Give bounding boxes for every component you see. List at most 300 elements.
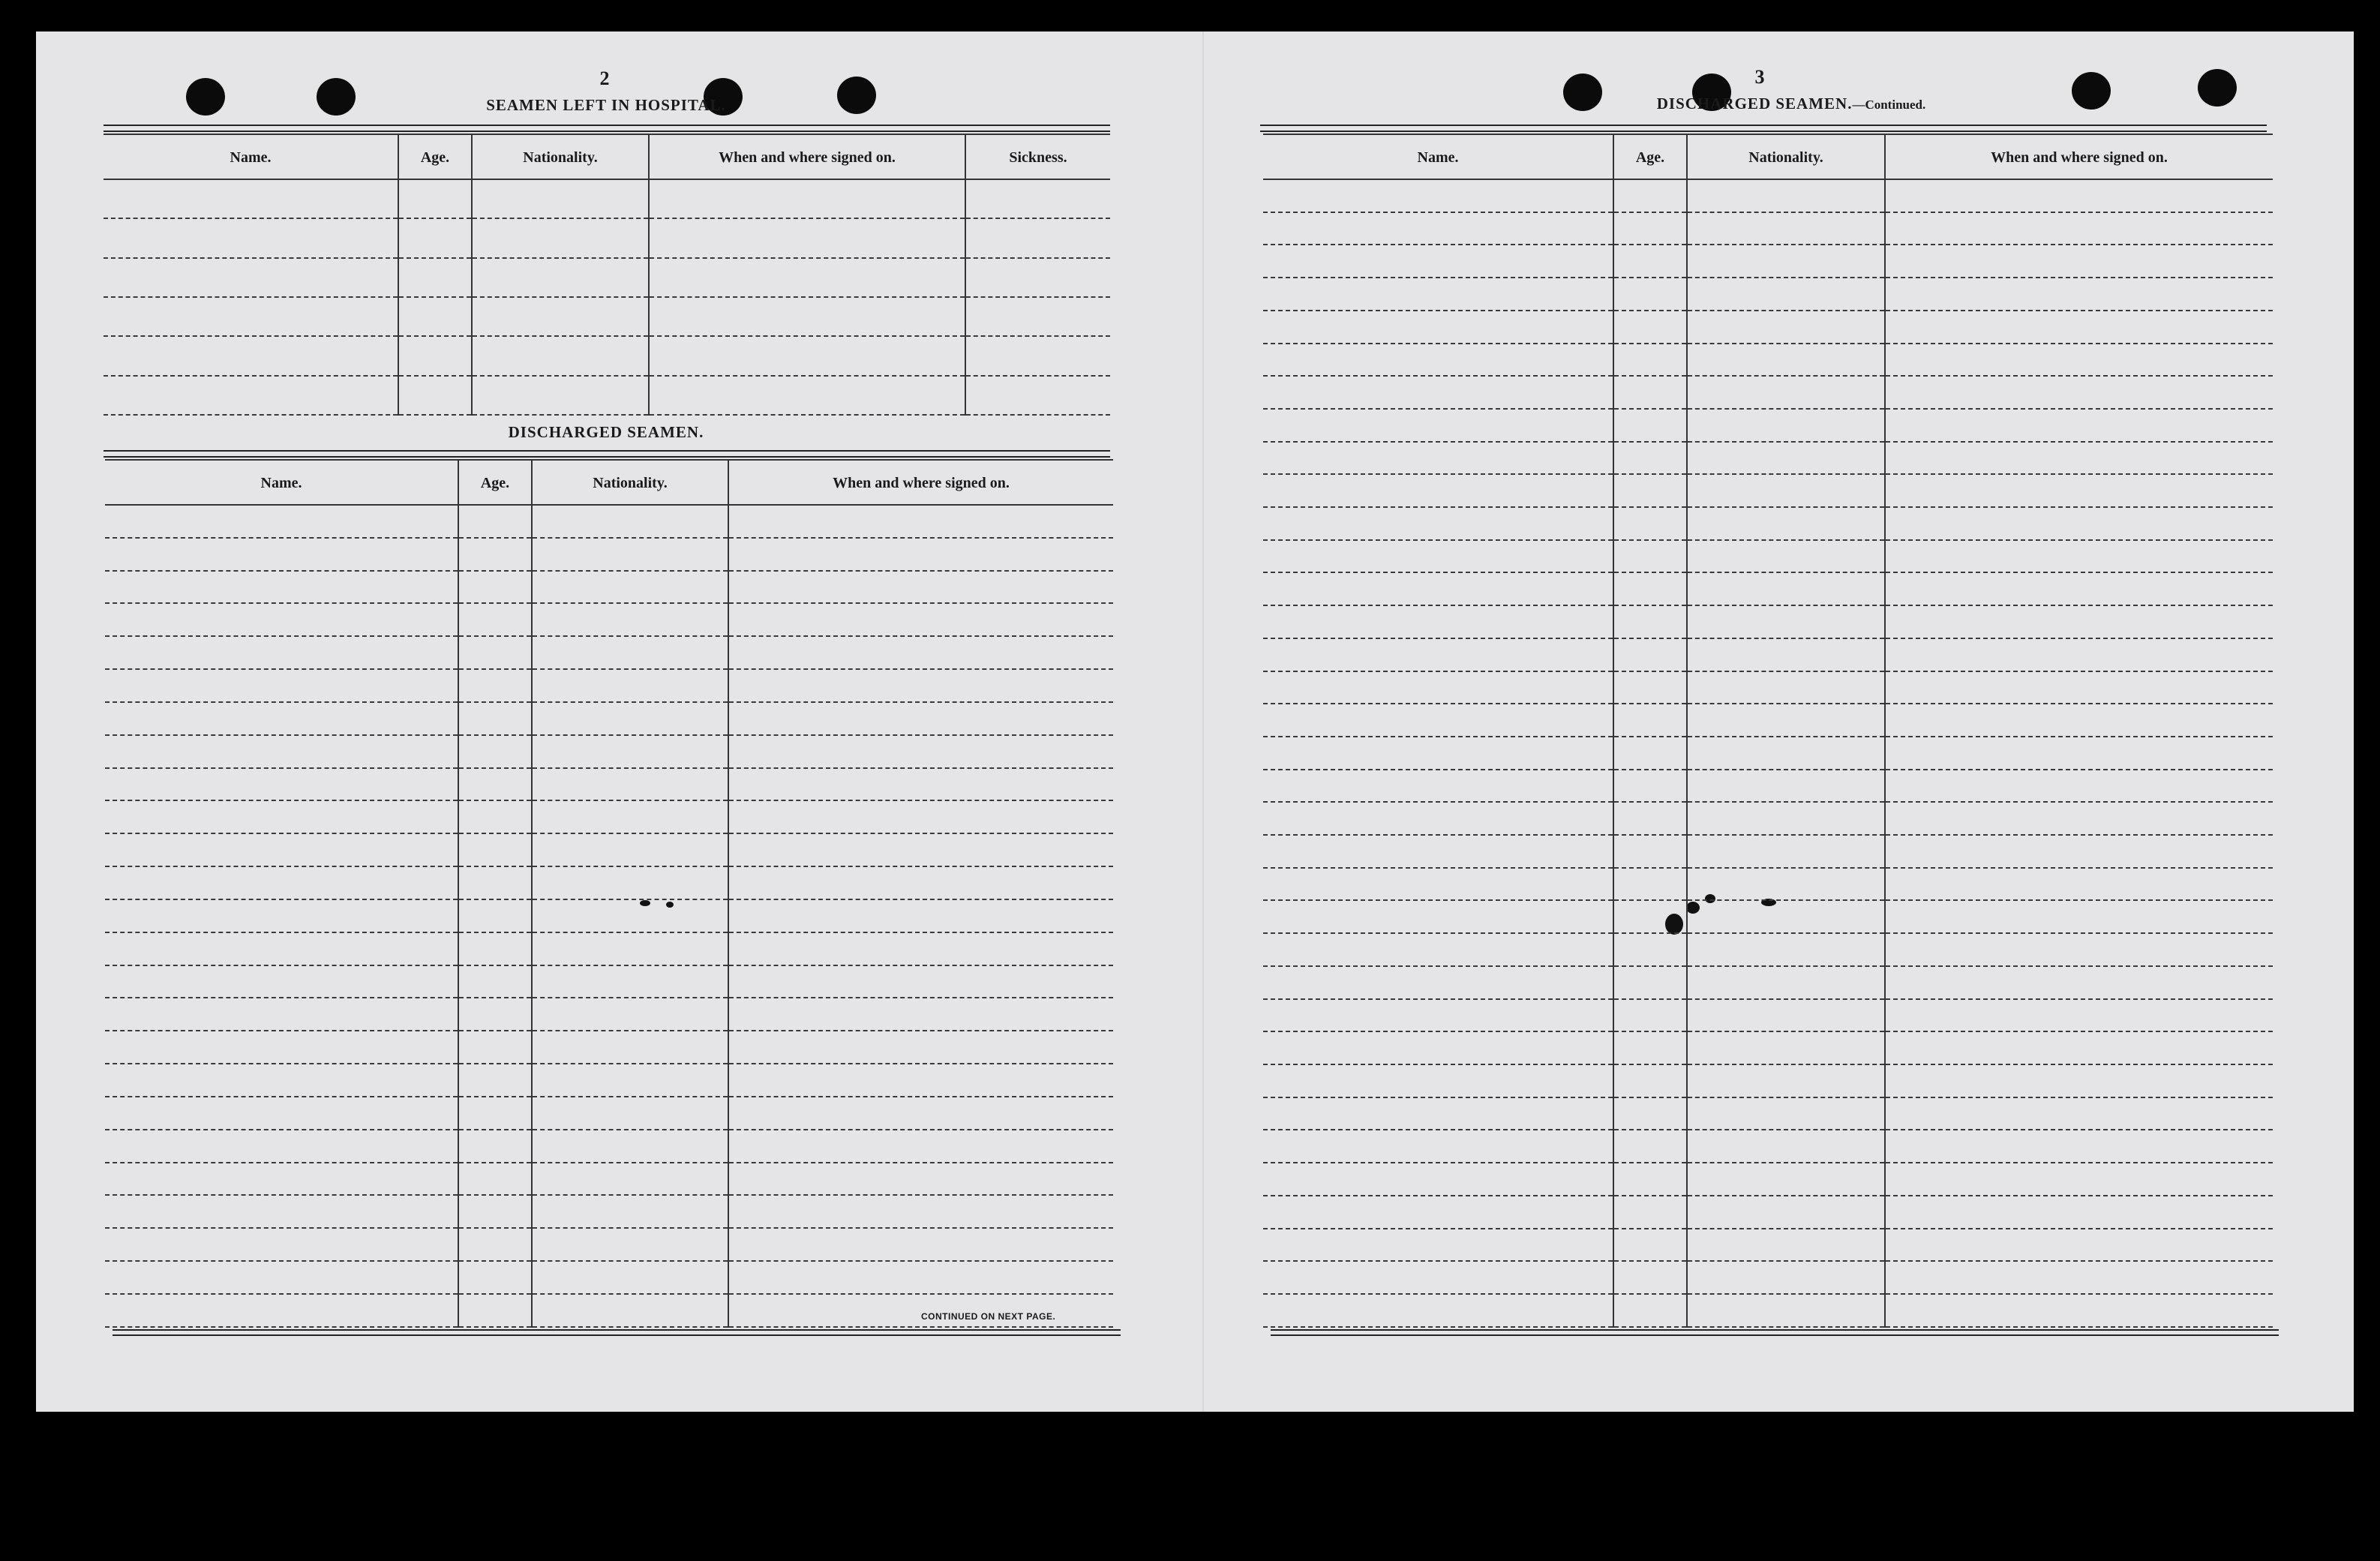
ruled-line: [966, 337, 1110, 376]
ruled-line: [1614, 803, 1686, 836]
ruled-line: [1263, 541, 1613, 574]
ruled-line: [1614, 704, 1686, 737]
ruled-line: [650, 377, 965, 416]
ruled-line: [533, 736, 728, 769]
column-header: When and where signed on.: [1886, 137, 2273, 180]
ruled-line: [1886, 737, 2273, 770]
ruled-line: [459, 1229, 531, 1262]
column-header: Age.: [399, 137, 471, 180]
ruled-line: [104, 377, 398, 416]
ruled-line: [533, 834, 728, 867]
ruled-line: [650, 219, 965, 258]
ruled-line: [104, 298, 398, 337]
column-header: Nationality.: [533, 462, 728, 506]
ruled-line: [1886, 245, 2273, 278]
column-header: Name.: [104, 137, 398, 180]
ruled-line: [1263, 573, 1613, 606]
ruled-line: [105, 933, 458, 966]
ruled-line: [1688, 1065, 1884, 1098]
row-lines: [729, 506, 1113, 1328]
ruled-line: [533, 1031, 728, 1064]
ruled-line: [533, 1262, 728, 1295]
ruled-line: [1263, 1000, 1613, 1033]
ruled-line: [459, 1196, 531, 1229]
column-age: [398, 135, 471, 416]
ruled-line: [459, 966, 531, 999]
ruled-line: [473, 298, 648, 337]
ruled-line: [1688, 606, 1884, 639]
section-title-hospital: SEAMEN LEFT IN HOSPITAL.: [486, 96, 726, 114]
ruled-line: [1886, 1262, 2273, 1295]
ruled-line: [729, 900, 1113, 933]
ruled-line: [729, 1229, 1113, 1262]
row-lines: [1688, 180, 1884, 1328]
ruled-line: [1688, 180, 1884, 213]
ruled-line: [1688, 443, 1884, 476]
ruled-line: [650, 259, 965, 298]
ruled-line: [1614, 1032, 1686, 1065]
ruled-line: [1688, 770, 1884, 803]
ruled-line: [729, 637, 1113, 670]
ruled-line: [1263, 245, 1613, 278]
column-sickness: [965, 135, 1110, 416]
ruled-line: [1263, 1065, 1613, 1098]
ruled-line: [729, 933, 1113, 966]
ruled-line: [1688, 836, 1884, 869]
column-name: [1263, 135, 1613, 1328]
ruled-line: [1688, 869, 1884, 902]
ruled-line: [1886, 803, 2273, 836]
ruled-line: [533, 966, 728, 999]
column-name: [104, 135, 398, 416]
punch-hole: [186, 78, 225, 116]
ruled-line: [1614, 672, 1686, 705]
ruled-line: [1614, 869, 1686, 902]
ruled-line: [459, 670, 531, 703]
ruled-line: [459, 1295, 531, 1328]
ruled-line: [1263, 704, 1613, 737]
ruled-line: [729, 670, 1113, 703]
column-header: Sickness.: [966, 137, 1110, 180]
ruled-line: [1263, 934, 1613, 967]
ruled-line: [1263, 1130, 1613, 1163]
ruled-line: [1688, 278, 1884, 311]
ruled-line: [1688, 1032, 1884, 1065]
ruled-line: [1614, 508, 1686, 541]
ruled-line: [1263, 1229, 1613, 1262]
ruled-line: [1614, 245, 1686, 278]
ruled-line: [729, 1097, 1113, 1130]
ruled-line: [105, 1097, 458, 1130]
ruled-line: [1886, 869, 2273, 902]
ruled-line: [459, 1031, 531, 1064]
column-nationality: [1686, 135, 1884, 1328]
column-header: Age.: [1614, 137, 1686, 180]
ruled-line: [729, 604, 1113, 637]
ruled-line: [1886, 377, 2273, 410]
ruled-line: [1263, 213, 1613, 246]
ruled-line: [473, 377, 648, 416]
ruled-line: [1614, 967, 1686, 1000]
ruled-line: [399, 180, 471, 219]
ruled-line: [1886, 672, 2273, 705]
ruled-line: [1614, 1229, 1686, 1262]
punch-hole: [837, 77, 876, 114]
ruled-line: [105, 900, 458, 933]
ruled-line: [1614, 180, 1686, 213]
ruled-line: [729, 506, 1113, 539]
title-rule: [104, 450, 1110, 458]
ruled-line: [1688, 344, 1884, 377]
ruled-line: [1614, 377, 1686, 410]
ruled-line: [1614, 901, 1686, 934]
ruled-line: [1614, 1130, 1686, 1163]
ruled-line: [1263, 901, 1613, 934]
ruled-line: [1688, 213, 1884, 246]
column-header: Name.: [105, 462, 458, 506]
ruled-line: [105, 1064, 458, 1097]
ruled-line: [459, 900, 531, 933]
ruled-line: [1263, 443, 1613, 476]
row-lines: [105, 506, 458, 1328]
ruled-line: [105, 867, 458, 900]
ruled-line: [650, 180, 965, 219]
ruled-line: [1688, 1000, 1884, 1033]
ruled-line: [1263, 967, 1613, 1000]
title-rule: [104, 125, 1110, 132]
ruled-line: [1614, 475, 1686, 508]
ruled-line: [1688, 508, 1884, 541]
ruled-line: [533, 933, 728, 966]
row-lines: [1263, 180, 1613, 1328]
ruled-line: [1886, 1000, 2273, 1033]
ruled-line: [1614, 934, 1686, 967]
ruled-line: [729, 998, 1113, 1031]
ruled-line: [650, 337, 965, 376]
ruled-line: [1688, 1098, 1884, 1131]
ruled-line: [1688, 672, 1884, 705]
hospital-table: [104, 134, 1110, 416]
ruled-line: [729, 1130, 1113, 1163]
row-lines: [399, 180, 471, 416]
ruled-line: [105, 539, 458, 572]
ruled-line: [729, 703, 1113, 736]
ruled-line: [1886, 606, 2273, 639]
ruled-line: [1614, 311, 1686, 344]
ruled-line: [473, 219, 648, 258]
ruled-line: [533, 637, 728, 670]
ruled-line: [459, 998, 531, 1031]
ruled-line: [1886, 934, 2273, 967]
ruled-line: [533, 1295, 728, 1328]
ruled-line: [105, 670, 458, 703]
page-number: 2: [599, 68, 610, 89]
ruled-line: [105, 637, 458, 670]
punch-hole: [317, 78, 356, 116]
ruled-line: [729, 801, 1113, 834]
ruled-line: [1688, 410, 1884, 443]
ruled-line: [1688, 1163, 1884, 1196]
ruled-line: [473, 259, 648, 298]
ruled-line: [1614, 1065, 1686, 1098]
ruled-line: [966, 259, 1110, 298]
ruled-line: [1688, 1262, 1884, 1295]
ruled-line: [459, 572, 531, 605]
ruled-line: [1886, 1032, 2273, 1065]
ruled-line: [533, 670, 728, 703]
ruled-line: [1688, 377, 1884, 410]
ruled-line: [459, 539, 531, 572]
ruled-line: [1688, 803, 1884, 836]
ruled-line: [1263, 475, 1613, 508]
ruled-line: [1688, 704, 1884, 737]
ruled-line: [399, 259, 471, 298]
ruled-line: [459, 1097, 531, 1130]
footer-rule: [113, 1329, 1121, 1336]
ruled-line: [533, 1229, 728, 1262]
ruled-line: [1886, 573, 2273, 606]
ruled-line: [1688, 573, 1884, 606]
ruled-line: [729, 539, 1113, 572]
ruled-line: [1614, 573, 1686, 606]
row-lines: [966, 180, 1110, 416]
ruled-line: [105, 801, 458, 834]
ruled-line: [1886, 213, 2273, 246]
ruled-line: [1886, 475, 2273, 508]
ruled-line: [533, 572, 728, 605]
discharged-table-right: [1263, 134, 2273, 1328]
ruled-line: [966, 180, 1110, 219]
ruled-line: [533, 769, 728, 802]
ruled-line: [533, 1196, 728, 1229]
ruled-line: [1688, 1295, 1884, 1328]
ruled-line: [1263, 1098, 1613, 1131]
punch-hole: [2072, 72, 2111, 110]
ruled-line: [1886, 410, 2273, 443]
ruled-line: [1688, 245, 1884, 278]
ruled-line: [1614, 770, 1686, 803]
ruled-line: [459, 637, 531, 670]
continued-note: CONTINUED ON NEXT PAGE.: [921, 1311, 1056, 1322]
ruled-line: [1688, 1130, 1884, 1163]
ruled-line: [473, 337, 648, 376]
ruled-line: [1614, 344, 1686, 377]
ruled-line: [729, 1196, 1113, 1229]
ruled-line: [533, 867, 728, 900]
ruled-line: [104, 259, 398, 298]
ruled-line: [1886, 967, 2273, 1000]
ruled-line: [533, 801, 728, 834]
ruled-line: [105, 736, 458, 769]
ruled-line: [105, 1295, 458, 1328]
ruled-line: [533, 998, 728, 1031]
ruled-line: [459, 769, 531, 802]
ruled-line: [533, 900, 728, 933]
column-header: Age.: [459, 462, 531, 506]
ruled-line: [1614, 1295, 1686, 1328]
section-title-suffix: —Continued.: [1852, 98, 1926, 112]
ruled-line: [1614, 1163, 1686, 1196]
column-signed-on: [728, 461, 1113, 1328]
ruled-line: [105, 834, 458, 867]
ruled-line: [1886, 1130, 2273, 1163]
column-age: [458, 461, 531, 1328]
ruled-line: [1263, 836, 1613, 869]
column-header: When and where signed on.: [650, 137, 965, 180]
ruled-line: [1886, 180, 2273, 213]
ruled-line: [729, 1163, 1113, 1196]
ruled-line: [1614, 1098, 1686, 1131]
ruled-line: [1886, 1295, 2273, 1328]
section-title-text: DISCHARGED SEAMEN.: [1656, 95, 1853, 113]
ruled-line: [1688, 1196, 1884, 1229]
ruled-line: [729, 1262, 1113, 1295]
ruled-line: [104, 219, 398, 258]
ruled-line: [399, 298, 471, 337]
ruled-line: [533, 506, 728, 539]
ruled-line: [1614, 1262, 1686, 1295]
ruled-line: [533, 1097, 728, 1130]
ruled-line: [1688, 967, 1884, 1000]
ruled-line: [1886, 443, 2273, 476]
column-signed-on: [648, 135, 965, 416]
row-lines: [650, 180, 965, 416]
ruled-line: [399, 377, 471, 416]
ruled-line: [1886, 1098, 2273, 1131]
ruled-line: [105, 1196, 458, 1229]
ruled-line: [459, 1130, 531, 1163]
ruled-line: [105, 1031, 458, 1064]
ruled-line: [1886, 344, 2273, 377]
ruled-line: [729, 736, 1113, 769]
ruled-line: [1886, 1229, 2273, 1262]
ruled-line: [1886, 639, 2273, 672]
ruled-line: [1886, 278, 2273, 311]
ruled-line: [459, 604, 531, 637]
section-title-discharged-continued: [1604, 95, 1979, 113]
ruled-line: [729, 966, 1113, 999]
ruled-line: [1886, 1196, 2273, 1229]
punch-hole: [1563, 74, 1602, 111]
ruled-line: [459, 1262, 531, 1295]
column-header: Name.: [1263, 137, 1613, 180]
ruled-line: [966, 298, 1110, 337]
ruled-line: [966, 377, 1110, 416]
ruled-line: [1263, 278, 1613, 311]
ruled-line: [1688, 1229, 1884, 1262]
ruled-line: [1886, 901, 2273, 934]
row-lines: [104, 180, 398, 416]
ruled-line: [459, 834, 531, 867]
ruled-line: [650, 298, 965, 337]
ruled-line: [105, 1130, 458, 1163]
ruled-line: [105, 604, 458, 637]
ruled-line: [1263, 311, 1613, 344]
ruled-line: [1263, 1163, 1613, 1196]
ruled-line: [105, 1262, 458, 1295]
ruled-line: [1886, 508, 2273, 541]
ruled-line: [1614, 541, 1686, 574]
ruled-line: [729, 1031, 1113, 1064]
ruled-line: [1886, 704, 2273, 737]
ruled-line: [1886, 541, 2273, 574]
ruled-line: [1263, 803, 1613, 836]
punch-hole: [2198, 69, 2237, 107]
ruled-line: [1886, 836, 2273, 869]
ruled-line: [459, 1064, 531, 1097]
ruled-line: [104, 180, 398, 219]
ruled-line: [104, 337, 398, 376]
column-header: Nationality.: [1688, 137, 1884, 180]
ruled-line: [1263, 1032, 1613, 1065]
discharged-table-left: [105, 459, 1113, 1328]
ruled-line: [399, 219, 471, 258]
row-lines: [473, 180, 648, 416]
ruled-line: [1688, 639, 1884, 672]
ruled-line: [729, 572, 1113, 605]
column-name: [105, 461, 458, 1328]
ruled-line: [729, 769, 1113, 802]
page-number: 3: [1754, 66, 1765, 88]
ruled-line: [1688, 901, 1884, 934]
title-rule: [1260, 125, 2267, 132]
ruled-line: [1614, 410, 1686, 443]
ruled-line: [1263, 737, 1613, 770]
row-lines: [459, 506, 531, 1328]
ruled-line: [533, 604, 728, 637]
ruled-line: [105, 966, 458, 999]
ruled-line: [1614, 737, 1686, 770]
ruled-line: [105, 1163, 458, 1196]
ruled-line: [459, 703, 531, 736]
ruled-line: [1886, 311, 2273, 344]
column-header: Nationality.: [473, 137, 648, 180]
ruled-line: [459, 506, 531, 539]
column-header: When and where signed on.: [729, 462, 1113, 506]
ruled-line: [1263, 1196, 1613, 1229]
ruled-line: [533, 1130, 728, 1163]
ruled-line: [1263, 770, 1613, 803]
ruled-line: [1886, 1065, 2273, 1098]
ruled-line: [1688, 475, 1884, 508]
row-lines: [1614, 180, 1686, 1328]
ruled-line: [399, 337, 471, 376]
page-fold: [1202, 32, 1204, 1412]
ruled-line: [1614, 1196, 1686, 1229]
ruled-line: [1614, 443, 1686, 476]
ruled-line: [1614, 1000, 1686, 1033]
column-signed-on: [1884, 135, 2273, 1328]
ruled-line: [1263, 1262, 1613, 1295]
ruled-line: [1614, 639, 1686, 672]
ruled-line: [533, 1064, 728, 1097]
ruled-line: [1263, 672, 1613, 705]
ruled-line: [1263, 344, 1613, 377]
ledger-sheet: [36, 32, 2354, 1412]
ruled-line: [1263, 180, 1613, 213]
ruled-line: [459, 1163, 531, 1196]
ruled-line: [1614, 836, 1686, 869]
ruled-line: [966, 219, 1110, 258]
ruled-line: [729, 867, 1113, 900]
ruled-line: [533, 1163, 728, 1196]
ruled-line: [105, 1229, 458, 1262]
ruled-line: [105, 506, 458, 539]
ruled-line: [473, 180, 648, 219]
ruled-line: [105, 769, 458, 802]
ruled-line: [533, 703, 728, 736]
ruled-line: [1263, 1295, 1613, 1328]
